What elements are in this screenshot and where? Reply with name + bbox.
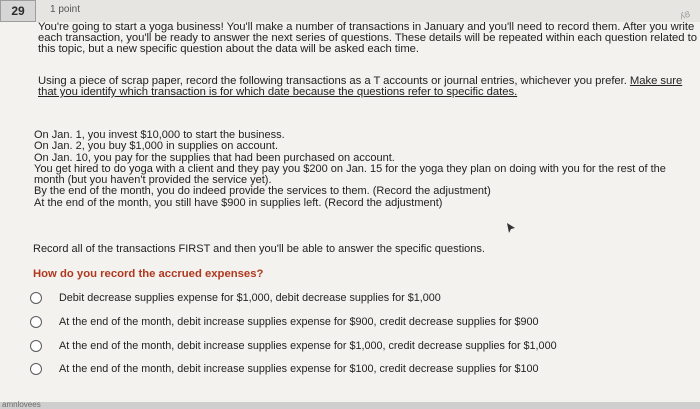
question-number: 29 bbox=[0, 0, 36, 22]
option-label[interactable]: At the end of the month, debit increase supplies expense for $900, credit decrease supplies for $900 bbox=[59, 316, 539, 328]
record-note: Record all of the transactions FIRST and then you'll be able to answer the specific questions. bbox=[33, 243, 485, 255]
transaction-item: On Jan. 2, you buy $1,000 in supplies on account. bbox=[34, 140, 278, 153]
option-label[interactable]: At the end of the month, debit increase supplies expense for $1,000, credit decrease supplies for $1,000 bbox=[59, 340, 557, 352]
points-label: 1 point bbox=[50, 4, 81, 15]
option-label[interactable]: Debit decrease supplies expense for $1,000, debit decrease supplies for $1,000 bbox=[59, 292, 441, 304]
transaction-item: On Jan. 1, you invest $10,000 to start the business. bbox=[34, 129, 285, 141]
answer-option-3[interactable] bbox=[30, 338, 557, 354]
transaction-item: On Jan. 10, you pay for the supplies that had been purchased on account. bbox=[34, 151, 395, 164]
answer-option-2[interactable] bbox=[30, 314, 539, 330]
footer-partial-text: amnlovees bbox=[2, 400, 41, 409]
footer-bar bbox=[0, 402, 700, 409]
radio-button[interactable] bbox=[30, 316, 42, 328]
instructions-text bbox=[38, 76, 698, 98]
instructions-underlined: Make sure that you identify which transaction is for which date because the questions refer to specific dates. bbox=[38, 75, 683, 98]
option-label[interactable]: At the end of the month, debit increase supplies expense for $100, credit decrease supplies for $100 bbox=[59, 363, 539, 375]
transaction-item: You get hired to do yoga with a client and they pay you $200 on Jan. 15 for the yoga they plan on doing with you for the rest of the month (but you haven't provided the service yet). bbox=[34, 162, 666, 187]
mouse-pointer-icon bbox=[506, 222, 516, 234]
intro-text: You're going to start a yoga business! You'll make a number of transactions in January and you'll need to record them. After you write each transaction, you'll be ready to answer the next series of questions. These details will be repeated within each question related to this topic, but a new specific question about the data will be asked each time. bbox=[38, 21, 697, 55]
transaction-item: By the end of the month, you do indeed provide the services to them. (Record the adjustment) bbox=[34, 185, 491, 198]
flag-icon[interactable]: ʎȢ bbox=[678, 8, 692, 22]
radio-button[interactable] bbox=[30, 292, 42, 304]
instructions-main: Using a piece of scrap paper, record the following transactions as a T accounts or journal entries, whichever you prefer. bbox=[38, 75, 630, 87]
radio-button[interactable] bbox=[30, 363, 42, 375]
answer-option-1[interactable] bbox=[30, 290, 441, 306]
question-text: How do you record the accrued expenses? bbox=[33, 268, 264, 280]
radio-button[interactable] bbox=[30, 340, 42, 352]
transaction-item: At the end of the month, you still have $900 in supplies left. (Record the adjustment) bbox=[34, 196, 443, 209]
transaction-list bbox=[34, 130, 698, 209]
answer-option-4[interactable] bbox=[30, 361, 539, 377]
question-header-bar bbox=[0, 0, 700, 22]
